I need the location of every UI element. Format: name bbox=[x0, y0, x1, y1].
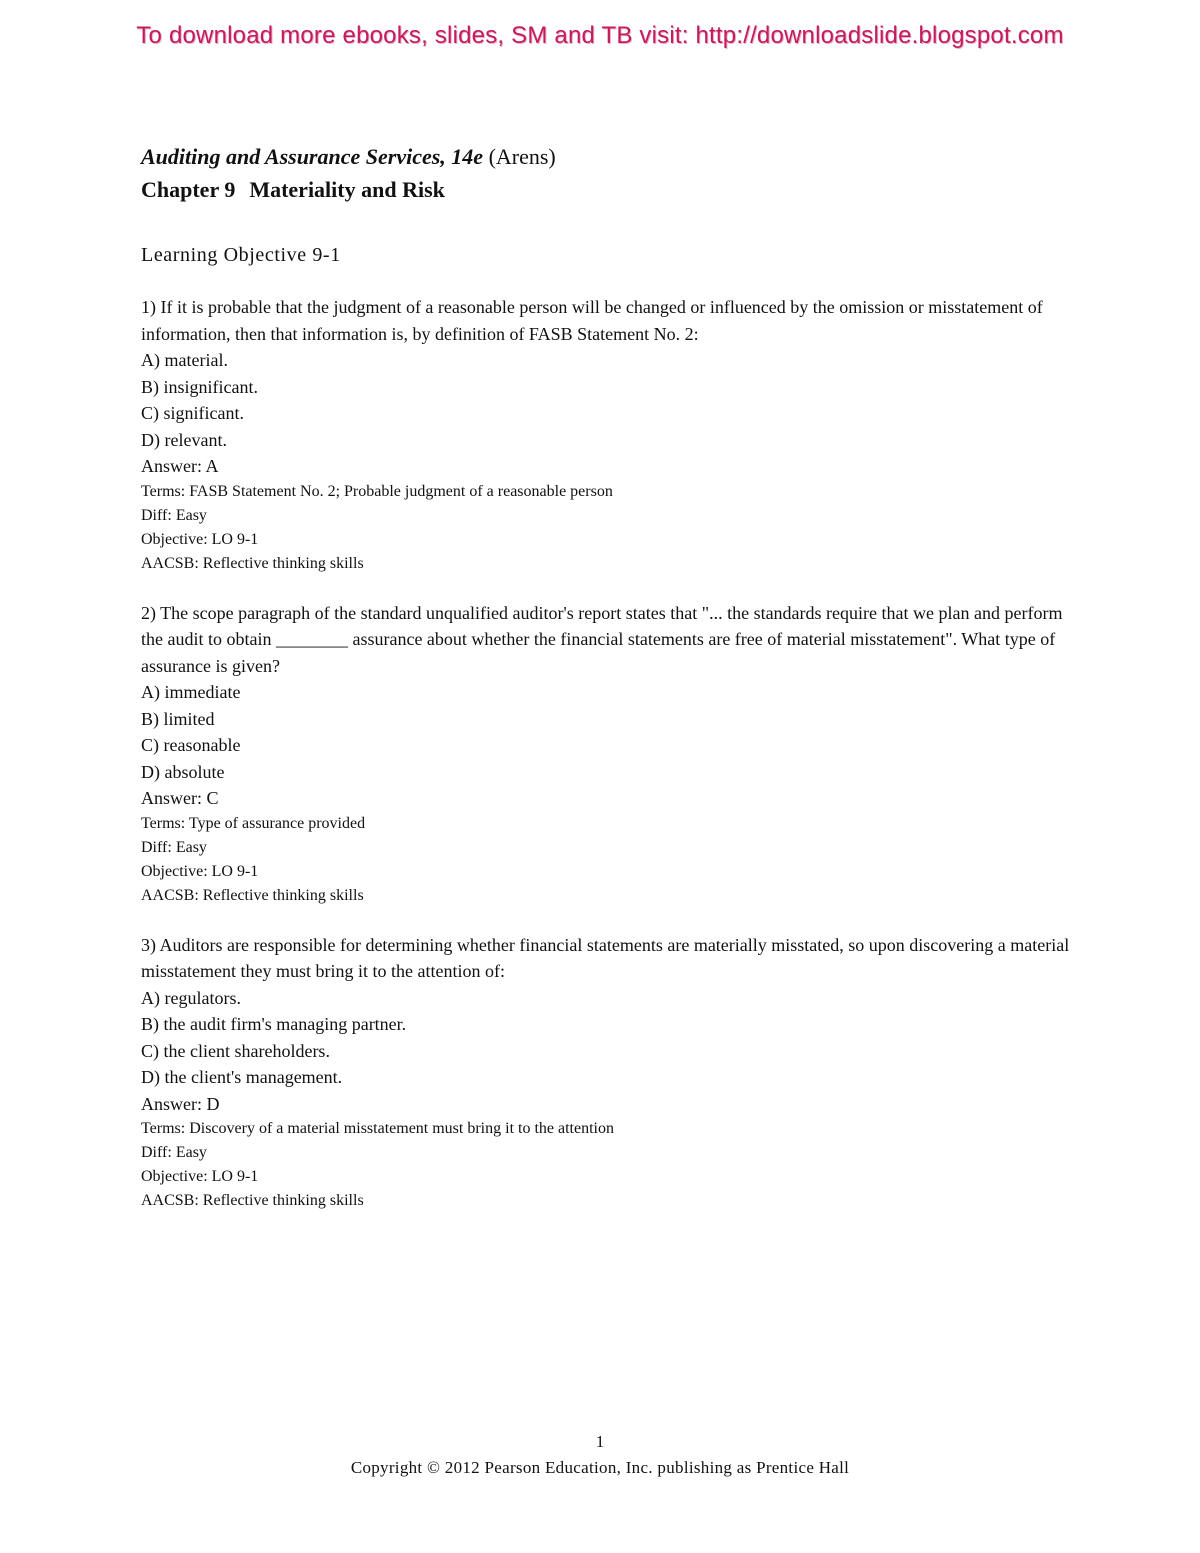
question-1 bbox=[141, 294, 1071, 576]
book-author: (Arens) bbox=[488, 144, 556, 169]
option-b: B) the audit firm's managing partner. bbox=[141, 1014, 407, 1034]
option-b: B) limited bbox=[141, 708, 215, 729]
terms: Terms: FASB Statement No. 2; Probable judgment of a reasonable person bbox=[141, 482, 613, 500]
aacsb: AACSB: Reflective thinking skills bbox=[141, 554, 364, 572]
chapter-title: Materiality and Risk bbox=[249, 177, 445, 202]
aacsb: AACSB: Reflective thinking skills bbox=[141, 1192, 364, 1209]
terms: Terms: Discovery of a material misstatement must bring it to the attention bbox=[141, 1120, 614, 1137]
question-text: 2) The scope paragraph of the standard unqualified auditor's report states that "... the standards require that we plan and perform the audit to obtain ________ assurance about whether the financial statements are free of material misstatement". What type of assurance is given? bbox=[141, 602, 1063, 676]
option-d: D) relevant. bbox=[141, 429, 227, 450]
chapter-number: Chapter 9 bbox=[141, 177, 236, 202]
option-d: D) absolute bbox=[141, 761, 225, 782]
option-c: C) significant. bbox=[141, 403, 244, 423]
difficulty: Diff: Easy bbox=[141, 506, 207, 524]
question-3 bbox=[141, 932, 1071, 1214]
option-b: B) insignificant. bbox=[141, 376, 258, 397]
answer: Answer: C bbox=[141, 788, 219, 808]
difficulty: Diff: Easy bbox=[141, 1144, 207, 1161]
option-a: A) regulators. bbox=[141, 987, 241, 1008]
learning-objective-heading: Learning Objective 9-1 bbox=[141, 244, 341, 266]
option-d: D) the client's management. bbox=[141, 1067, 343, 1087]
option-a: A) immediate bbox=[141, 682, 241, 702]
question-text: 1) If it is probable that the judgment of a reasonable person will be changed or influenced by the omission or misstatement of information, then that information is, by definition of FASB Statement No. 2: bbox=[141, 297, 1043, 344]
answer: Answer: A bbox=[141, 456, 219, 476]
answer: Answer: D bbox=[141, 1093, 220, 1114]
copyright-notice: Copyright © 2012 Pearson Education, Inc. publishing as Prentice Hall bbox=[350, 1458, 850, 1477]
terms: Terms: Type of assurance provided bbox=[141, 814, 366, 832]
question-2 bbox=[141, 600, 1071, 908]
document-body bbox=[141, 140, 1071, 1213]
objective: Objective: LO 9-1 bbox=[141, 1168, 259, 1185]
question-text: 3) Auditors are responsible for determining whether financial statements are materially misstated, so upon discovering a material misstatement they must bring it to the attention of: bbox=[141, 934, 1070, 981]
option-c: C) the client shareholders. bbox=[141, 1040, 330, 1061]
option-a: A) material. bbox=[141, 350, 228, 370]
objective: Objective: LO 9-1 bbox=[141, 862, 259, 880]
difficulty: Diff: Easy bbox=[141, 838, 207, 856]
book-title-line bbox=[141, 140, 1071, 174]
download-banner: To download more ebooks, slides, SM and TB visit: http://downloadslide.blogspot.com bbox=[136, 22, 1064, 49]
book-title: Auditing and Assurance Services, 14e bbox=[141, 144, 484, 169]
option-c: C) reasonable bbox=[141, 735, 241, 755]
aacsb: AACSB: Reflective thinking skills bbox=[141, 886, 364, 904]
objective: Objective: LO 9-1 bbox=[141, 530, 259, 548]
page-number: 1 bbox=[595, 1432, 605, 1451]
chapter-title-line bbox=[141, 174, 1071, 206]
